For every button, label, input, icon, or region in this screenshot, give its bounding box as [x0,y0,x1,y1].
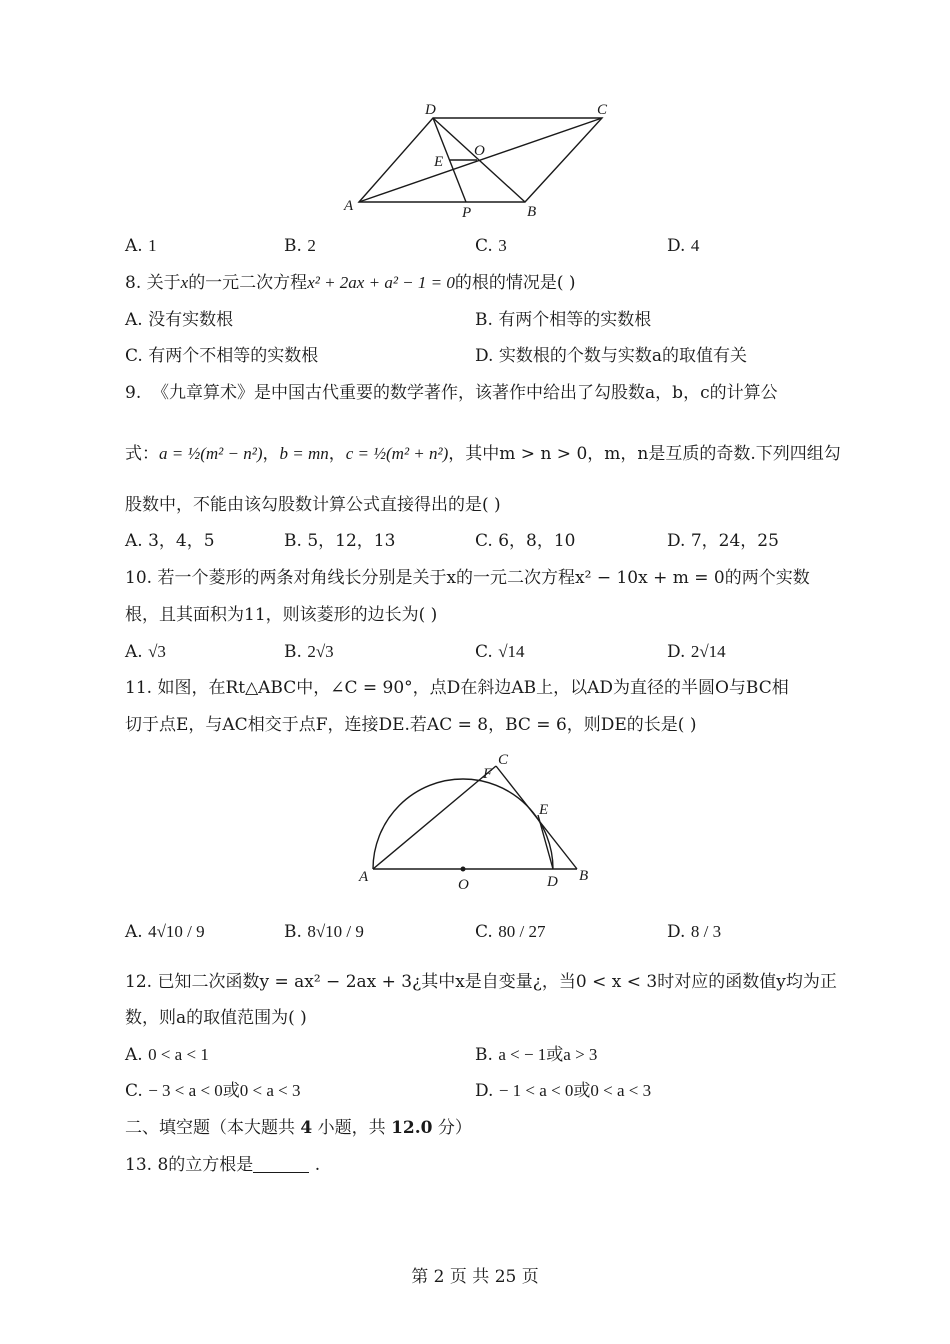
q10-option-c[interactable]: C. √14 [475,642,525,662]
q9-option-a[interactable]: A. 3，4，5 [125,531,215,551]
q11-option-a[interactable]: A. 4√10 / 9 [125,922,205,942]
q11-line2: 切于点E，与AC相交于点F，连接DE.若AC = 8，BC = 6，则DE的长是( ) [125,715,697,735]
q12-option-a[interactable]: A. 0 < a < 1 [125,1045,209,1065]
label-C2: C [498,752,509,768]
q8-stem: 8. 关于x的一元二次方程x² + 2ax + a² − 1 = 0的根的情况是( ) [125,273,576,293]
q9-option-b[interactable]: B. 5，12，13 [284,531,396,551]
q10-line1: 10. 若一个菱形的两条对角线长分别是关于x的一元二次方程x² − 10x + m = 0的两个实数 [125,568,810,588]
label-P: P [462,205,472,221]
q8-option-a[interactable]: A. 没有实数根 [125,310,234,330]
label-E2: E [539,802,549,818]
q12-line1: 12. 已知二次函数y = ax² − 2ax + 3¿其中x是自变量¿，当0 < x < 3时对应的函数值y均为正 [125,972,837,992]
figure-semicircle [355,748,600,893]
q8-option-c[interactable]: C. 有两个不相等的实数根 [125,346,319,366]
q11-option-b[interactable]: B. 8√10 / 9 [284,922,364,942]
q7-option-d[interactable]: D. 4 [667,236,700,256]
q9-line2: 式：a = ½(m² − n²)，b = mn，c = ½(m² + n²)，其中m > n > 0，m，n是互质的奇数.下列四组勾 [125,444,841,464]
q9-formula-c: c = ½(m² + n²) [345,444,449,463]
q12-line2: 数，则a的取值范围为( ) [125,1008,307,1028]
label-O: O [474,143,485,159]
q11-line1: 11. 如图，在Rt△ABC中，∠C = 90°，点D在斜边AB上，以AD为直径的半圆O与BC相 [125,678,789,698]
q9-formula-a: a = ½(m² − n²) [159,444,263,463]
q9-formula-b: b = mn [279,444,329,463]
label-B: B [527,204,537,220]
q9-line3: 股数中，不能由该勾股数计算公式直接得出的是( ) [125,495,501,515]
q9-option-c[interactable]: C. 6，8，10 [475,531,576,551]
section-heading-fill-in: 二、填空题（本大题共 4 小题，共 12.0 分） [125,1118,472,1138]
q12-option-d[interactable]: D. − 1 < a < 0或0 < a < 3 [475,1081,652,1101]
label-E: E [434,154,444,170]
label-F2: F [483,766,493,782]
label-D: D [425,102,436,118]
q7-option-c[interactable]: C. 3 [475,236,507,256]
q11-option-c[interactable]: C. 80 / 27 [475,922,546,942]
q12-option-c[interactable]: C. − 3 < a < 0或0 < a < 3 [125,1081,301,1101]
label-B2: B [579,868,589,884]
q13-answer-blank[interactable] [253,1154,309,1173]
label-O2: O [458,877,469,893]
q12-option-b[interactable]: B. a < − 1或a > 3 [475,1045,598,1065]
q11-option-d[interactable]: D. 8 / 3 [667,922,722,942]
q9-line1: 9. 《九章算术》是中国古代重要的数学著作，该著作中给出了勾股数a，b，c的计算公 [125,383,778,403]
q10-line2: 根，且其面积为11，则该菱形的边长为( ) [125,605,438,625]
label-A2: A [359,869,369,885]
q8-option-b[interactable]: B. 有两个相等的实数根 [475,310,652,330]
q7-option-a[interactable]: A. 1 [125,236,157,256]
q8-equation: x² + 2ax + a² − 1 = 0 [307,273,455,292]
q13: 13. 8的立方根是 . [125,1155,321,1175]
label-A: A [344,198,354,214]
figure-parallelogram [335,98,625,223]
q7-option-b[interactable]: B. 2 [284,236,316,256]
q10-option-a[interactable]: A. √3 [125,642,166,662]
q8-option-d[interactable]: D. 实数根的个数与实数a的取值有关 [475,346,747,366]
q10-option-d[interactable]: D. 2√14 [667,642,726,662]
q9-option-d[interactable]: D. 7，24，25 [667,531,779,551]
label-D2: D [547,874,558,890]
q10-option-b[interactable]: B. 2√3 [284,642,334,662]
label-C: C [597,102,608,118]
page-footer: 第 2 页 共 25 页 [411,1267,539,1287]
